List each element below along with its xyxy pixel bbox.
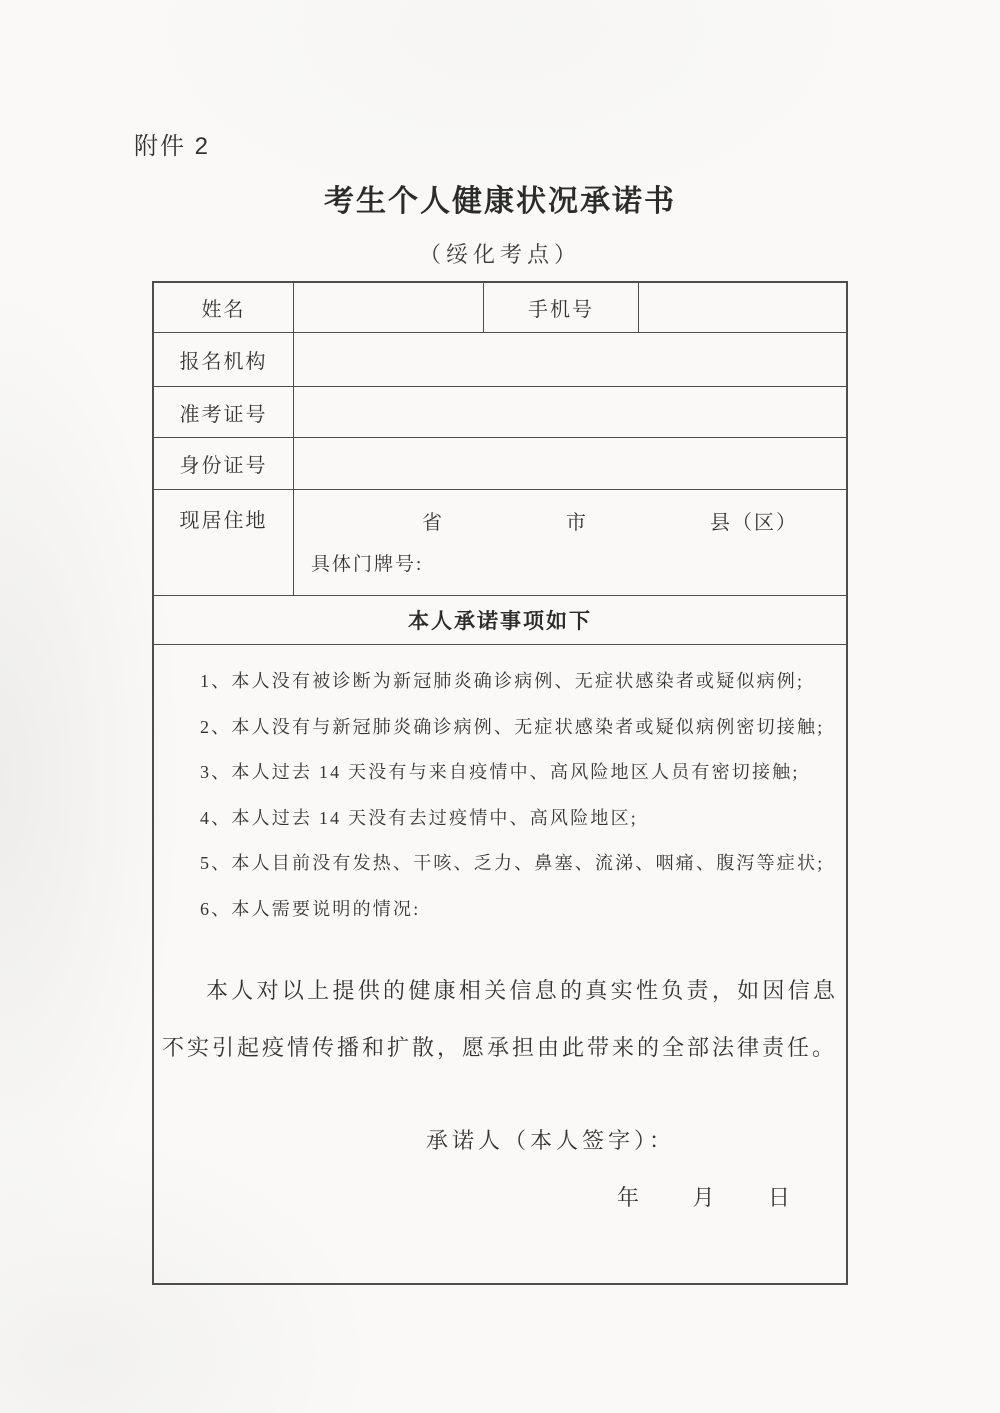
admission-ticket-label: 准考证号 <box>179 403 268 426</box>
city-label: 市 <box>566 512 588 534</box>
year-label: 年 <box>616 1185 639 1210</box>
declaration-paragraph: 本人对以上提供的健康相关信息的真实性负责，如因信息不实引起疫情传播和扩散，愿承担由此带来的全部法律责任。 <box>162 978 838 1060</box>
row-organization <box>154 333 846 387</box>
document-title: 考生个人健康状况承诺书 <box>324 185 676 218</box>
commitment-item-3: 3、本人过去 14 天没有与来自疫情中、高风险地区人员有密切接触; <box>200 762 800 782</box>
month-label: 月 <box>692 1185 715 1210</box>
commitment-header: 本人承诺事项如下 <box>154 596 846 645</box>
phone-label: 手机号 <box>483 283 638 332</box>
organization-label: 报名机构 <box>179 351 268 373</box>
row-admission-ticket <box>154 387 846 438</box>
document-subtitle: （绥化考点） <box>418 242 581 267</box>
residence-label: 现居住地 <box>179 510 268 532</box>
commitment-item-6: 6、本人需要说明的情况: <box>200 898 421 919</box>
commitment-item-2: 2、本人没有与新冠肺炎确诊病例、无症状感染者或疑似病例密切接触; <box>200 716 825 737</box>
organization-value-cell <box>293 333 846 386</box>
row-id-number <box>154 438 846 490</box>
name-label: 姓名 <box>201 299 246 321</box>
row-residence <box>154 490 846 596</box>
admission-ticket-value-cell <box>293 387 846 437</box>
residence-admin-line <box>294 490 846 535</box>
address-label: 具体门牌号: <box>311 554 424 575</box>
commitment-items-list <box>154 659 846 932</box>
phone-value-cell <box>638 283 846 332</box>
province-label: 省 <box>422 512 444 534</box>
attachment-label: 附件 2 <box>134 133 211 160</box>
signature-label: 承诺人（本人签字）： <box>426 1128 676 1153</box>
date-line <box>154 1181 846 1212</box>
commitment-body <box>154 645 846 1283</box>
day-label: 日 <box>767 1185 790 1210</box>
residence-value-cell <box>293 490 846 595</box>
row-name-phone <box>154 283 846 333</box>
id-number-label: 身份证号 <box>179 455 268 477</box>
county-label: 县（区） <box>710 512 798 534</box>
health-commitment-form-table <box>152 281 848 1285</box>
commitment-item-4: 4、本人过去 14 天没有去过疫情中、高风险地区; <box>200 807 638 828</box>
name-value-cell <box>293 283 483 332</box>
commitment-item-1: 1、本人没有被诊断为新冠肺炎确诊病例、无症状感染者或疑似病例; <box>200 671 805 691</box>
commitment-item-5: 5、本人目前没有发热、干咳、乏力、鼻塞、流涕、咽痛、腹泻等症状; <box>200 853 825 873</box>
id-number-value-cell <box>293 438 846 489</box>
